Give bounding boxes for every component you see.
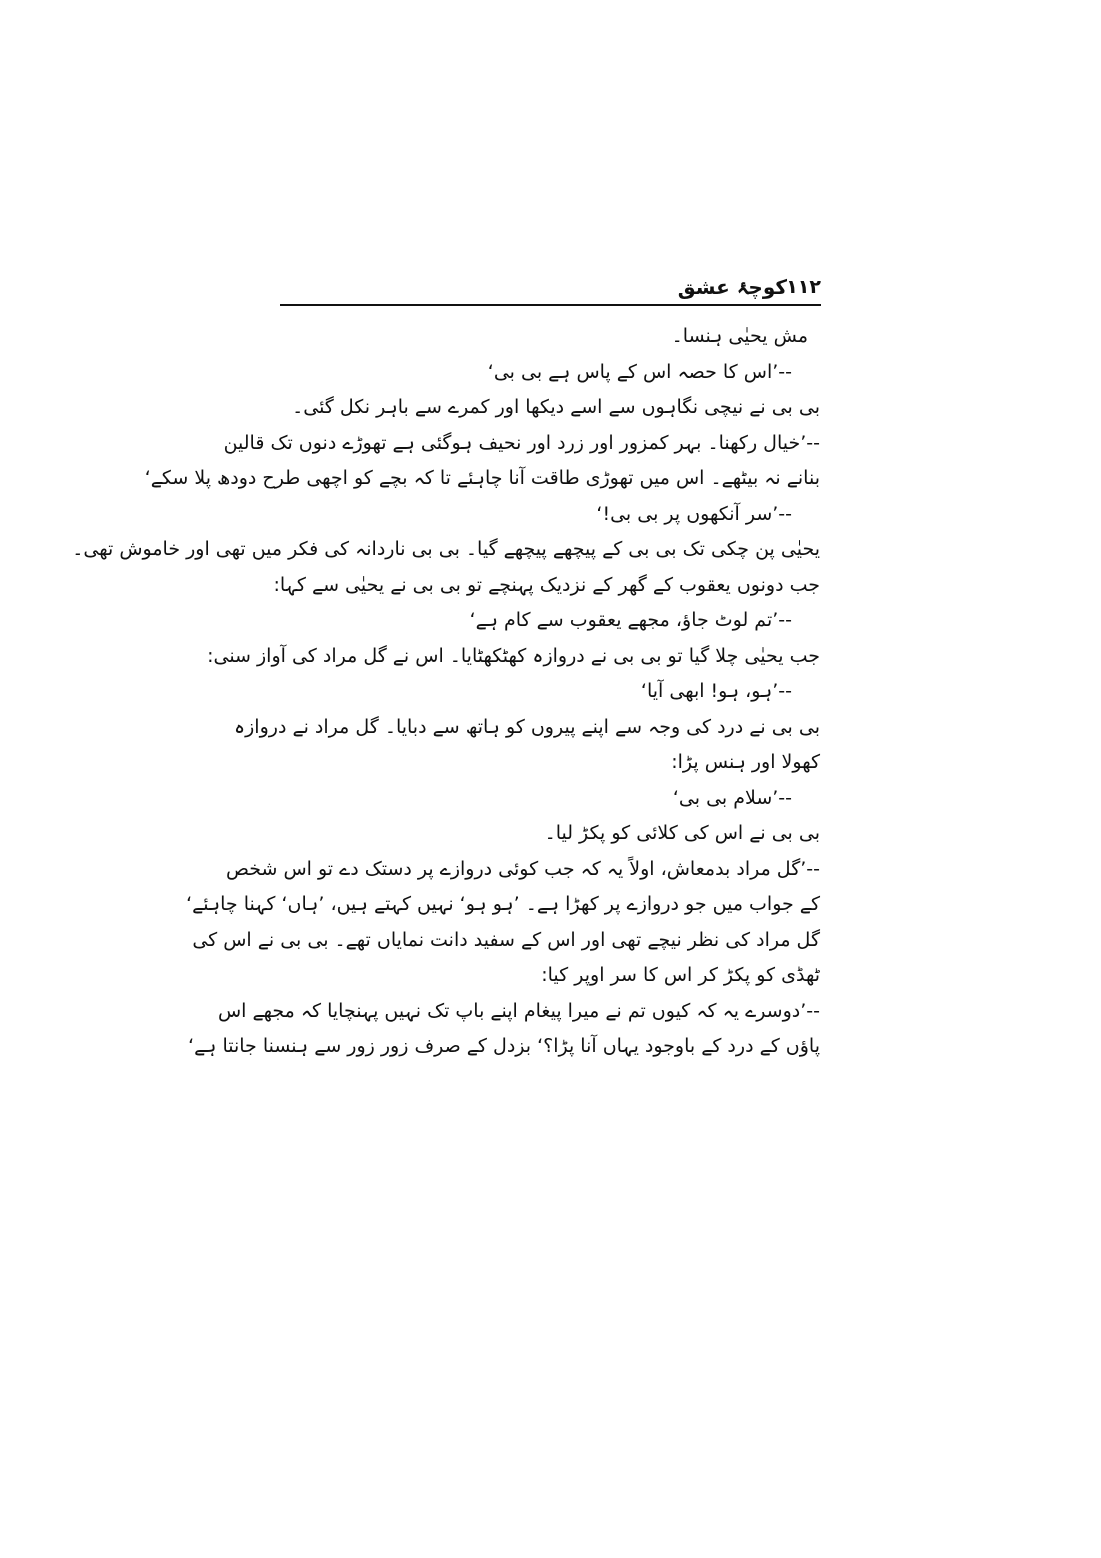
text-line: --’سر آنکھوں پر بی بی!‘ — [596, 503, 792, 525]
text-line: بی بی نے درد کی وجہ سے اپنے پیروں کو ہاتھ سے دبایا۔ گل مراد نے دروازہ — [234, 716, 820, 738]
text-line: بنانے نہ بیٹھے۔ اس میں تھوڑی طاقت آنا چاہئے تا کہ بچے کو اچھی طرح دودھ پلا سکے‘ — [144, 467, 820, 489]
text-line: --’گل مراد بدمعاش، اولاً یہ کہ جب کوئی دروازے پر دستک دے تو اس شخص — [225, 858, 820, 880]
text-line: --’سلام بی بی‘ — [672, 787, 792, 809]
text-line: کھولا اور ہنس پڑا: — [671, 751, 820, 773]
text-line: --’خیال رکھنا۔ بہر کمزور اور زرد اور نحیف ہوگئی ہے تھوڑے دنوں تک قالین — [223, 432, 820, 454]
text-line: گل مراد کی نظر نیچے تھی اور اس کے سفید دانت نمایاں تھے۔ بی بی نے اس کی — [192, 929, 820, 951]
running-title: کوچۂ عشق — [677, 275, 787, 299]
text-line: پاؤں کے درد کے باوجود یہاں آنا پڑا؟‘ بزدل کے صرف زور زور سے ہنسنا جانتا ہے‘ — [188, 1035, 820, 1057]
text-line: جب یحیٰی چلا گیا تو بی بی نے دروازہ کھٹکھٹایا۔ اس نے گل مراد کی آواز سنی: — [207, 645, 820, 667]
page-header — [280, 272, 821, 306]
text-line: جب دونوں یعقوب کے گھر کے نزدیک پہنچے تو بی بی نے یحیٰی سے کہا: — [273, 574, 820, 596]
text-line: بی بی نے نیچی نگاہوں سے اسے دیکھا اور کمرے سے باہر نکل گئی۔ — [292, 396, 820, 418]
text-line: --’اس کا حصہ اس کے پاس ہے بی بی‘ — [487, 361, 792, 383]
text-line: یحیٰی پن چکی تک بی بی کے پیچھے پیچھے گیا۔ بی بی ناردانہ کی فکر میں تھی اور خاموش تھی۔ — [72, 538, 820, 560]
text-line: کے جواب میں جو دروازے پر کھڑا ہے۔ ’ہو ہو‘ نہیں کہتے ہیں، ’ہاں‘ کہنا چاہئے‘ — [186, 893, 820, 915]
text-line: بی بی نے اس کی کلائی کو پکڑ لیا۔ — [544, 822, 820, 844]
text-line: ٹھڈی کو پکڑ کر اس کا سر اوپر کیا: — [541, 964, 820, 986]
page-number: ۱۱۲ — [786, 276, 821, 298]
text-line: --’تم لوٹ جاؤ، مجھے یعقوب سے کام ہے‘ — [469, 609, 792, 631]
text-line: مش یحیٰی ہنسا۔ — [671, 325, 808, 347]
header-rule — [280, 304, 821, 306]
text-line: --’دوسرے یہ کہ کیوں تم نے میرا پیغام اپنے باپ تک نہیں پہنچایا کہ مجھے اس — [217, 1000, 820, 1022]
text-line: --’ہو، ہو! ابھی آیا‘ — [640, 680, 792, 702]
